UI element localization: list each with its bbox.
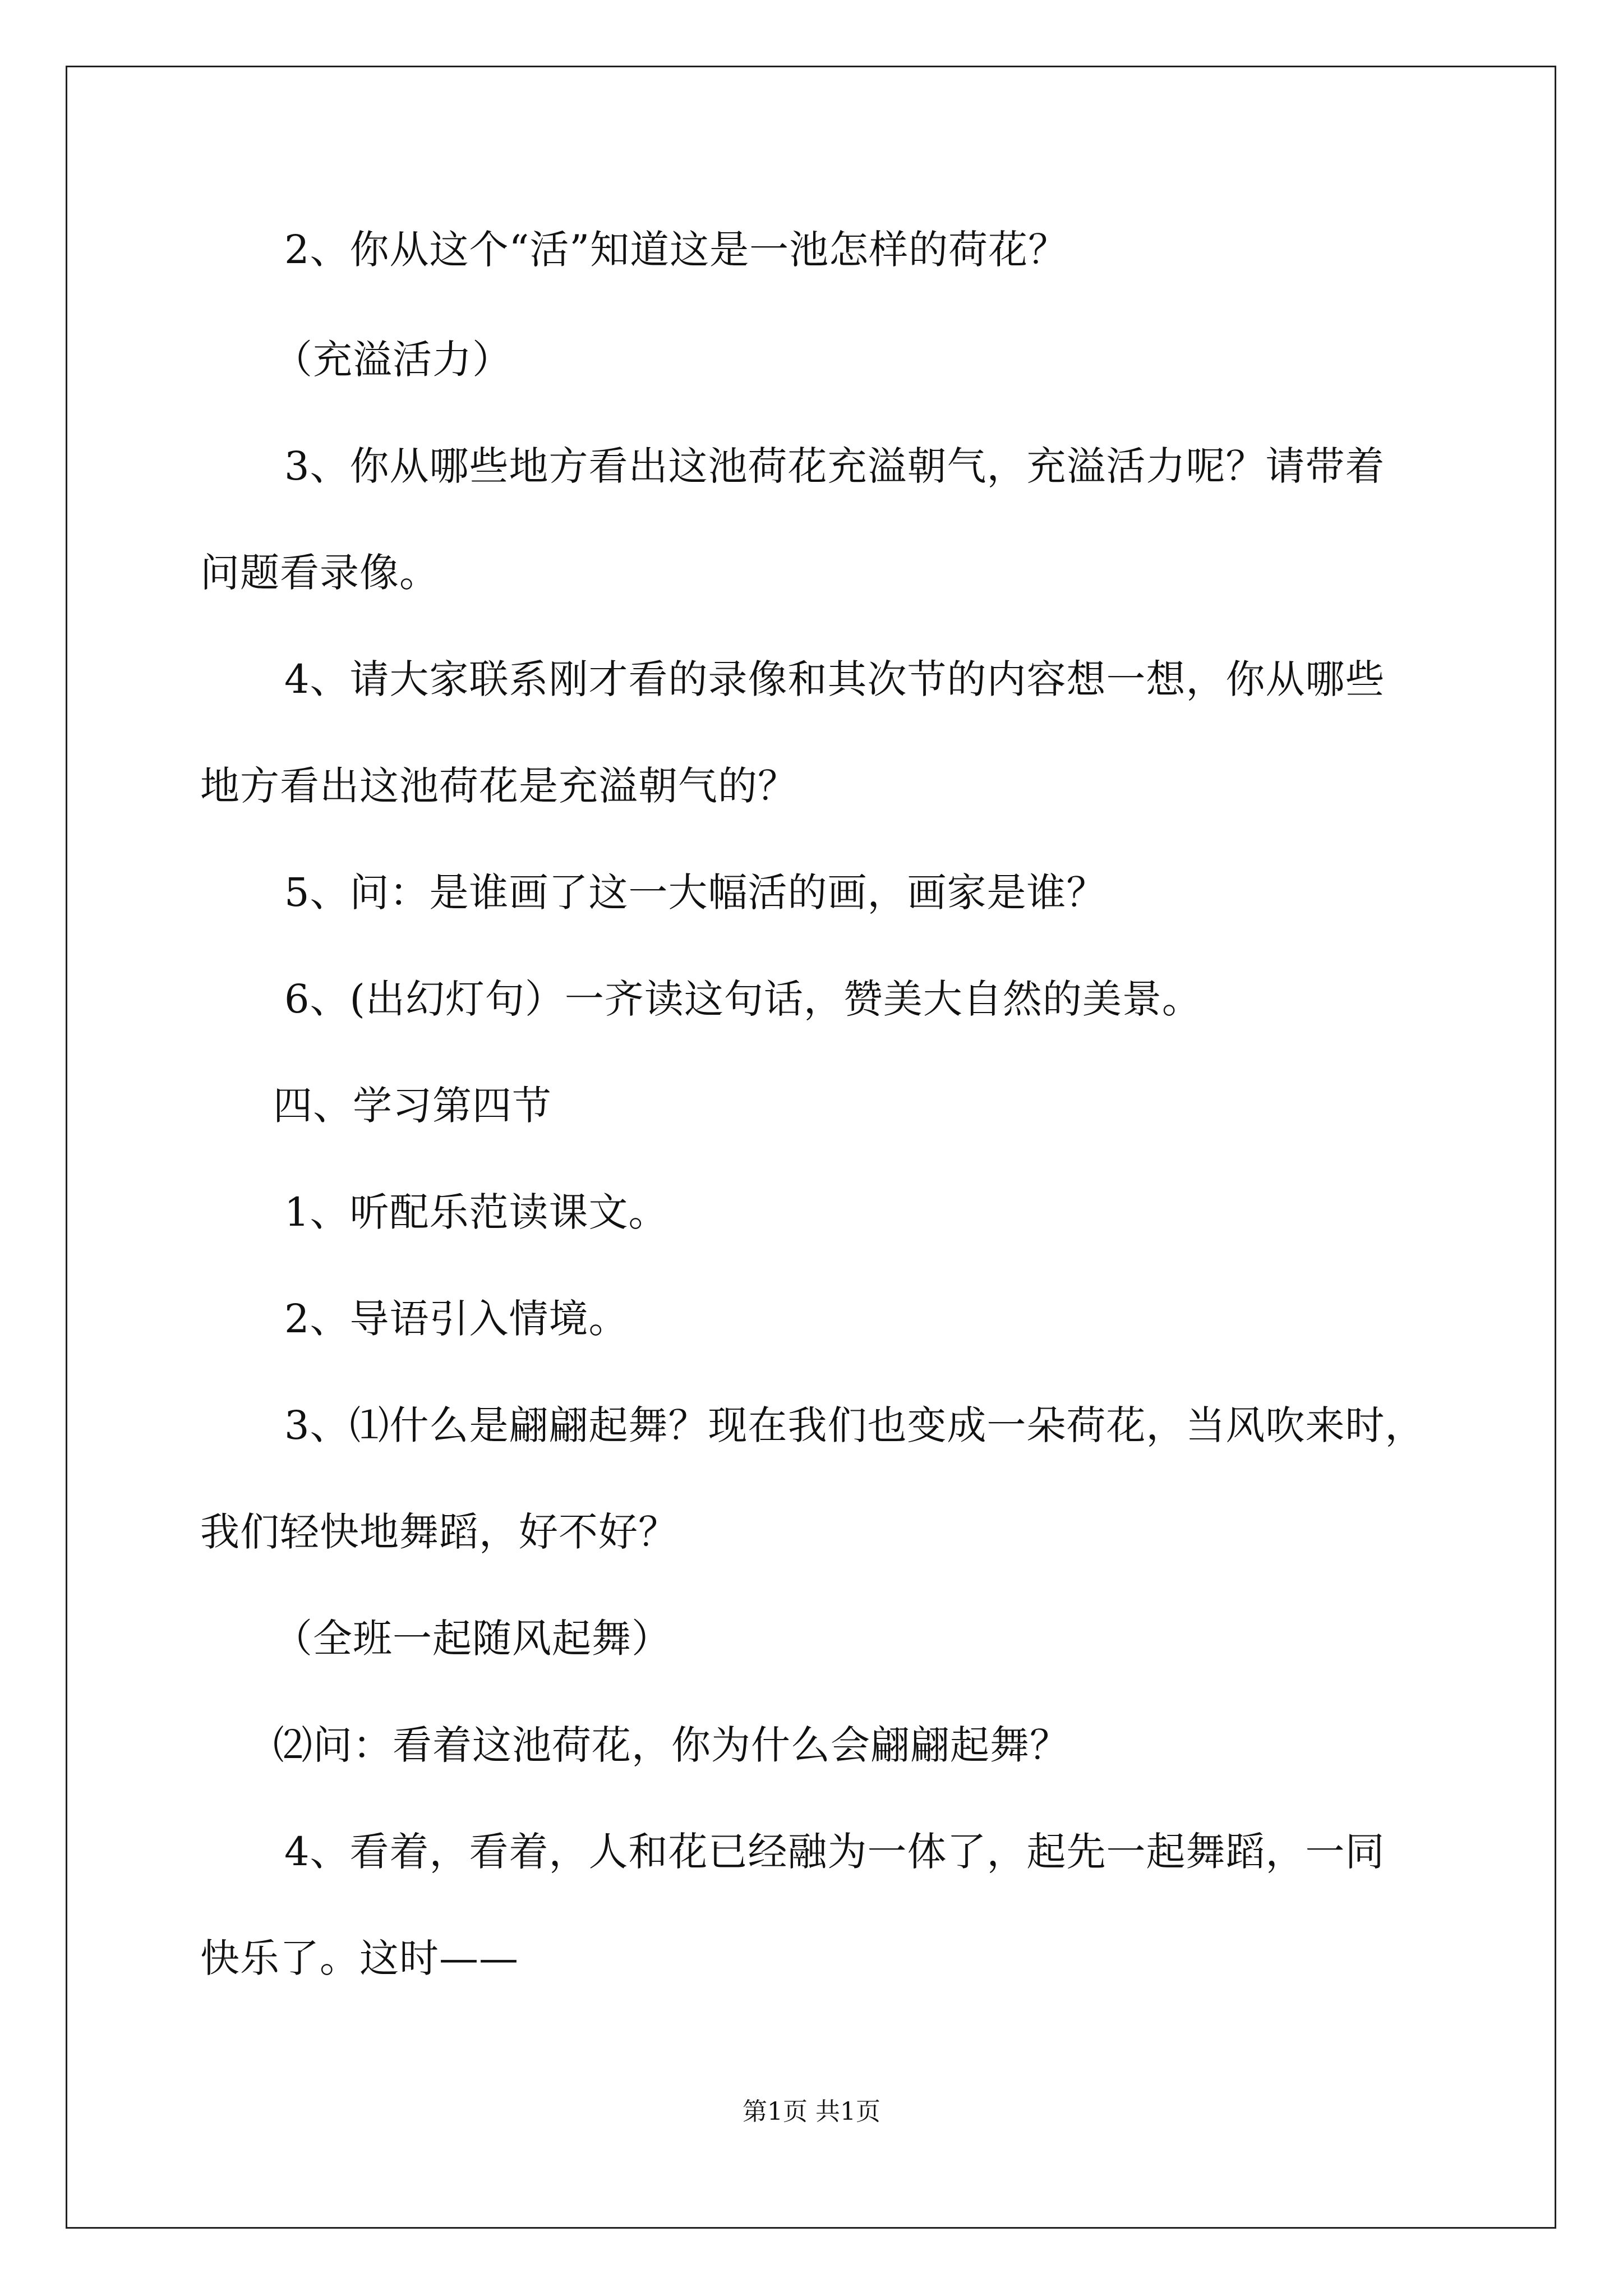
paragraph-line: ⑵问：看着这池荷花，你为什么会翩翩起舞？ — [273, 1722, 1069, 1768]
section-heading: 四、学习第四节 — [273, 1083, 552, 1129]
paragraph-line: 6、(出幻灯句）一齐读这句话，赞美大自然的美景。 — [284, 976, 1202, 1022]
paragraph-line: 4、看着，看着，人和花已经融为一体了，起先一起舞蹈，一同 — [284, 1829, 1385, 1875]
paragraph-line: 地方看出这池荷花是充溢朝气的？ — [200, 763, 797, 809]
page-footer: 第1页 共1页 — [743, 2097, 880, 2126]
paragraph-line: 我们轻快地舞蹈，好不好？ — [200, 1509, 678, 1555]
paragraph-line: 1、听配乐范读课文。 — [284, 1189, 668, 1235]
paragraph-line: 5、问：是谁画了这一大幅活的画，画家是谁？ — [284, 869, 1106, 915]
page-border — [66, 66, 1556, 2229]
paragraph-line: （充溢活力） — [273, 337, 512, 383]
paragraph-line: 3、⑴什么是翩翩起舞？现在我们也变成一朵荷花，当风吹来时， — [284, 1402, 1425, 1448]
paragraph-line: 问题看录像。 — [200, 550, 439, 596]
paragraph-line: 2、导语引入情境。 — [284, 1296, 629, 1342]
paragraph-line: 2、你从这个“活”知道这是一池怎样的荷花？ — [284, 227, 1068, 273]
paragraph-line: （全班一起随风起舞） — [273, 1616, 671, 1662]
paragraph-line: 快乐了。这时—— — [200, 1935, 519, 1981]
paragraph-line: 3、你从哪些地方看出这池荷花充溢朝气，充溢活力呢？请带着 — [284, 443, 1385, 489]
paragraph-line: 4、请大家联系刚才看的录像和其次节的内容想一想，你从哪些 — [284, 656, 1385, 702]
